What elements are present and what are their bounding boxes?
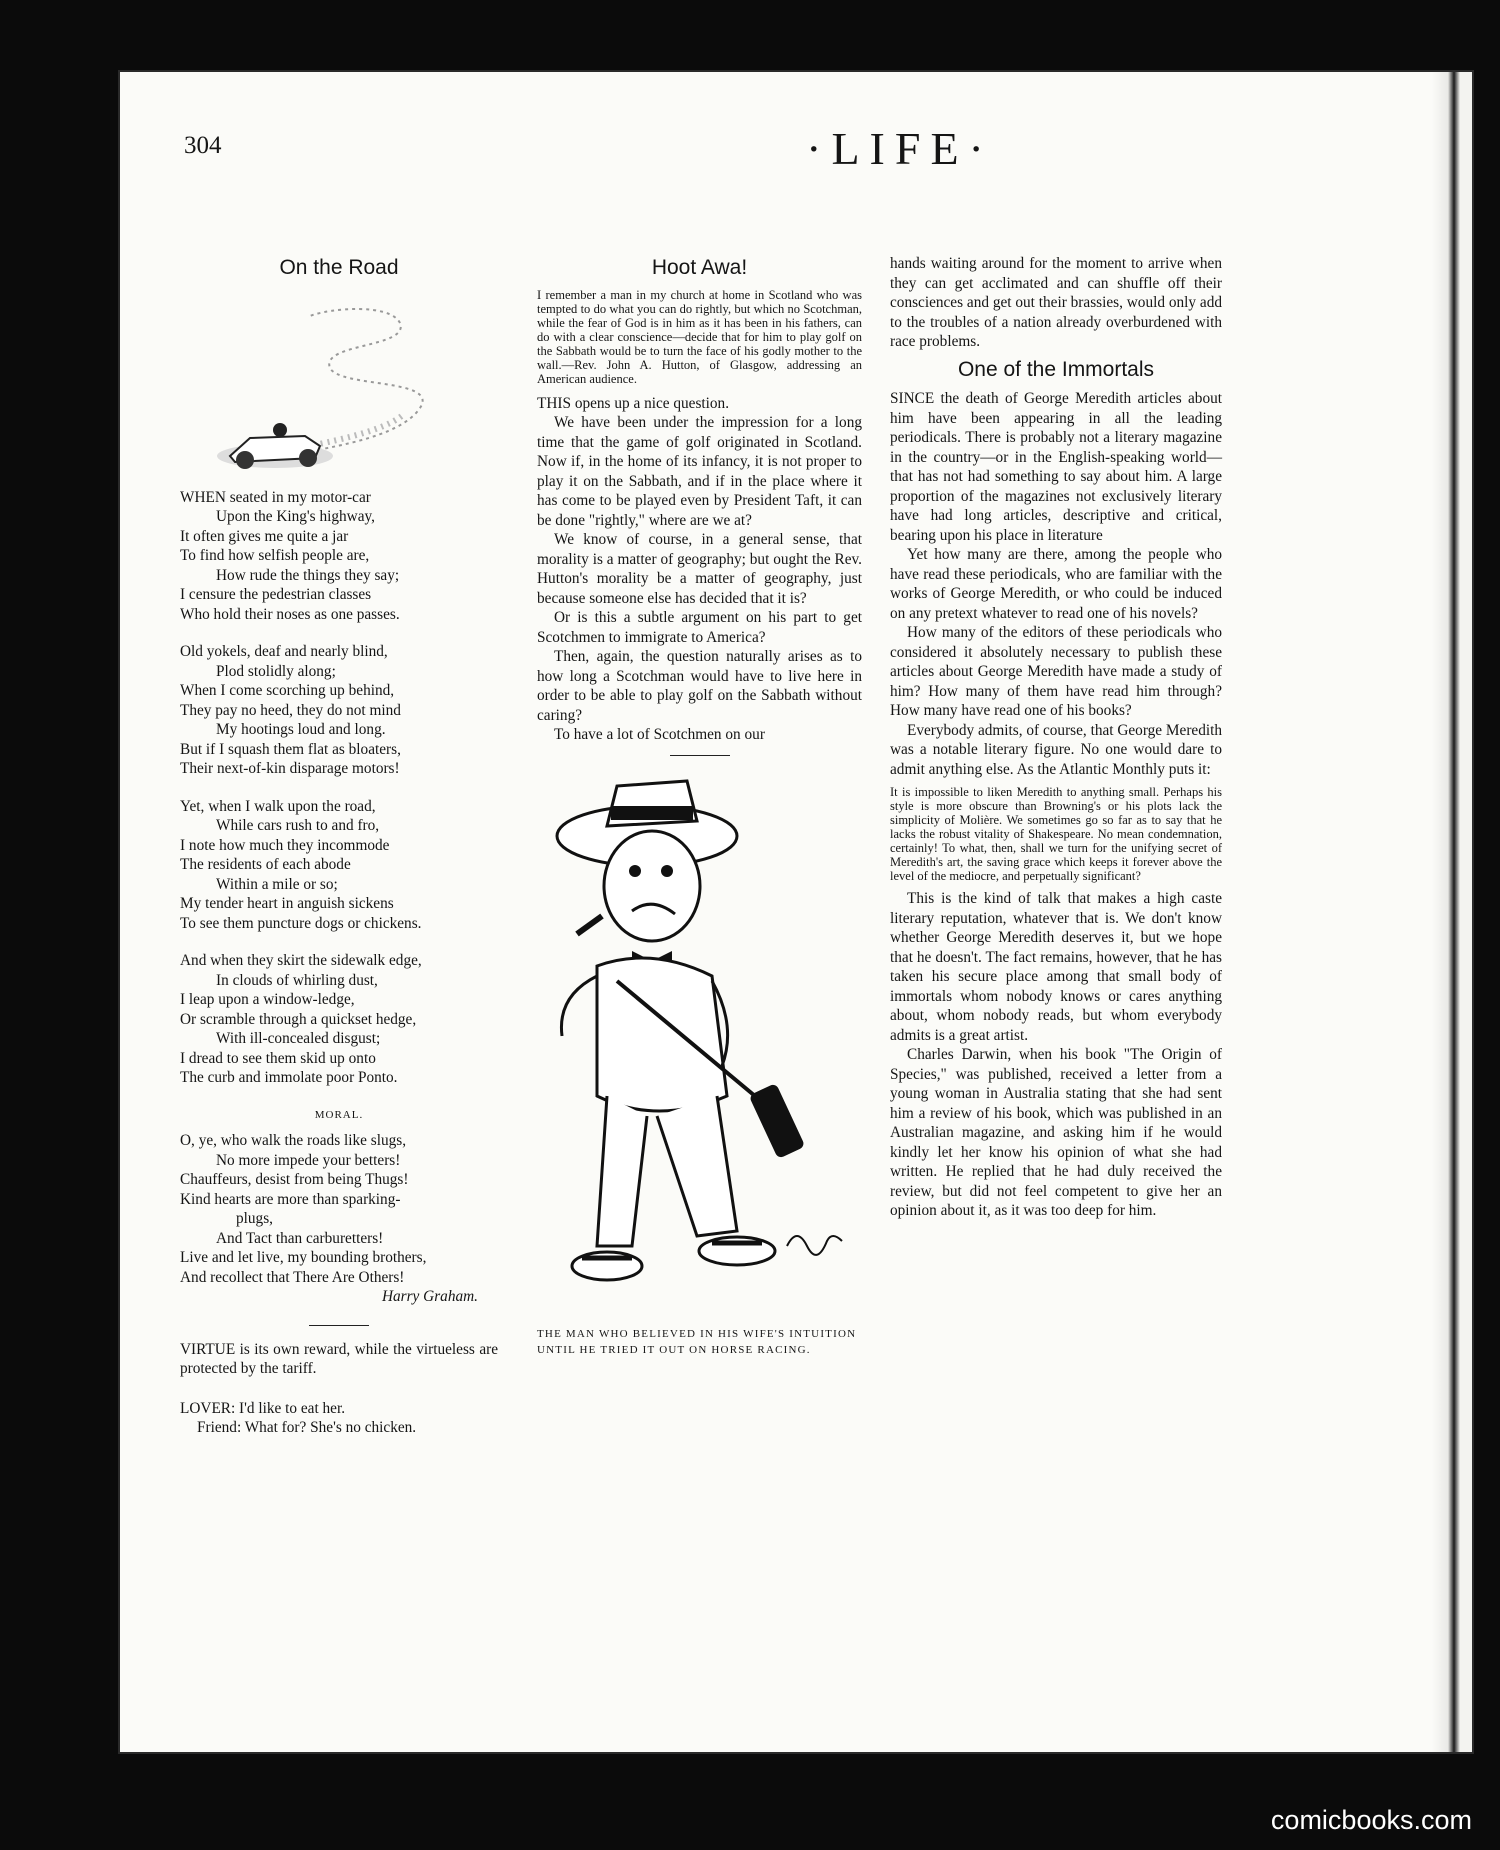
- poem-line: O, ye, who walk the roads like slugs,: [180, 1132, 407, 1149]
- poem-line: They pay no heed, they do not mind: [180, 701, 401, 719]
- virtue-quip: VIRTUE is its own reward, while the virtueless are protected by the tariff.: [180, 1340, 498, 1377]
- atlantic-monthly-quote: It is impossible to liken Meredith to anything small. Perhaps his style is more obscure than Browning's or his plots lack the simplicity of Molière. We sometimes go so far as to say that he lacks the robust vitality of Shakespeare. No mean condemnation, certainly! To what, then, shall we turn for the unifying secret of Meredith's art, the saving grace which keeps it forever above the level of the mediocre, and perpetually significant?: [890, 785, 1222, 883]
- poem-line: And Tact than carburetters!: [216, 1229, 384, 1247]
- body-paragraph: THIS opens up a nice question.: [537, 394, 730, 412]
- poem-line: plugs,: [236, 1210, 273, 1227]
- article-title-one-of-the-immortals: One of the Immortals: [957, 357, 1155, 381]
- poem-line: I note how much they incommode: [180, 836, 390, 854]
- body-paragraph: This is the kind of talk that makes a high caste literary reputation, whatever that is. We don't know whether George Meredith deserves it, but we hope that he doesn't. The fact remains, however, that he has taken his secure place among that small body of immortals whom nobody knows or cares anything about, whom nobody reads, but whom everybody admits is a great artist.: [890, 890, 1222, 1044]
- poem-line: When I come scorching up behind,: [180, 682, 395, 699]
- body-paragraph: To have a lot of Scotchmen on our: [554, 726, 765, 743]
- poem-stanza: [180, 642, 498, 779]
- motor-car-illustration: [180, 288, 498, 488]
- poem-stanza: [180, 797, 498, 934]
- poem-line: My hootings loud and long.: [216, 721, 386, 738]
- body-paragraph: SINCE the death of George Meredith articles about him have been appearing in all the leading periodicals. There is probably not a literary magazine in the country—or in the English-speaking world—that has not had something to say about him. A large proportion of the magazines not exclusively literary have had long articles, descriptive and critical, bearing upon his place in literature: [890, 390, 1222, 544]
- poem-line: No more impede your betters!: [216, 1151, 401, 1169]
- poem-line: To find how selfish people are,: [180, 547, 370, 564]
- body-paragraph: Everybody admits, of course, that George Meredith was a notable literary figure. No one would dare to admit anything else. As the Atlantic Monthly puts it:: [890, 721, 1222, 778]
- poem-stanza: [180, 488, 498, 625]
- lover-quip-line1: LOVER: I'd like to eat her.: [180, 1399, 346, 1417]
- page-number: 304: [184, 132, 222, 159]
- column-one-of-the-immortals: [890, 254, 1222, 1221]
- divider-rule: [670, 755, 730, 756]
- poem-line: Who hold their noses as one passes.: [180, 605, 400, 623]
- source-watermark: comicbooks.com: [1270, 1805, 1472, 1835]
- poem-line: I dread to see them skid up onto: [180, 1049, 376, 1067]
- poem-line: And recollect that There Are Others!: [180, 1268, 405, 1286]
- body-paragraph: How many of the editors of these periodicals who considered it absolutely necessary to publish these articles about George Meredith have made a study of him? How many of them have read him through? How many have read one of his books?: [890, 624, 1222, 719]
- poem-line: Or scramble through a quickset hedge,: [180, 1010, 417, 1028]
- moral-heading: MORAL.: [314, 1108, 364, 1121]
- body-paragraph: Charles Darwin, when his book "The Origin of Species," was published, received a letter from a young woman in Australia stating that she had sent him a review of his book, which was published in an Australian magazine, and asking him if he would kindly let her know his opinion of what she had written. He replied that he had duly received the review, but did not feel competent to give her an opinion about it, as it was too deep for him.: [890, 1046, 1222, 1219]
- scotchman-cartoon-illustration: [537, 766, 862, 1326]
- article-title-hoot-awa: Hoot Awa!: [651, 256, 748, 279]
- poem-line: How rude the things they say;: [216, 566, 400, 584]
- body-paragraph: Yet how many are there, among the people who have read these periodicals, who are familiar with the works of George Meredith, or who could be induced on any pretext whatever to read one of his novels?: [890, 546, 1222, 622]
- page-gutter: [1432, 72, 1472, 1752]
- poem-line: I leap upon a window-ledge,: [180, 991, 355, 1008]
- poem-author: Harry Graham.: [381, 1288, 478, 1305]
- masthead: ·LIFE·: [806, 123, 994, 174]
- lover-quip-line2: Friend: What for? She's no chicken.: [197, 1419, 417, 1436]
- poem-line: Their next-of-kin disparage motors!: [180, 760, 400, 777]
- poem-line: In clouds of whirling dust,: [216, 971, 378, 989]
- body-paragraph: We have been under the impression for a long time that the game of golf originated in Scotland. Now if, in the home of its infancy, it is not proper to play it on the Sabbath, and if in the place where it has come to be played even by President Taft, it can be done "rightly," where are we at?: [537, 414, 862, 529]
- cartoon-caption: THE MAN WHO BELIEVED IN HIS WIFE'S INTUITION UNTIL HE TRIED IT OUT ON HORSE RACING.: [537, 1327, 857, 1356]
- poem-line: Old yokels, deaf and nearly blind,: [180, 643, 388, 660]
- body-paragraph: We know of course, in a general sense, that morality is a matter of geography; but ought the Rev. Hutton's morality be a matter of geography, just because someone else has decided that it is?: [537, 531, 862, 607]
- poem-line: Upon the King's highway,: [216, 508, 375, 525]
- body-paragraph: Then, again, the question naturally arises as to how long a Scotchman would have to live here in order to be able to play golf on the Sabbath without caring?: [537, 648, 862, 724]
- poem-line: With ill-concealed disgust;: [216, 1030, 381, 1047]
- poem-line: To see them puncture dogs or chickens.: [180, 914, 422, 932]
- column-hoot-awa: [537, 254, 862, 1358]
- poem-line: Chauffeurs, desist from being Thugs!: [180, 1171, 409, 1188]
- continuation-paragraph: hands waiting around for the moment to arrive when they can get acclimated and can shuffle off their consciences and get out their brassies, would only add to the troubles of a nation already overburdened with race problems.: [890, 255, 1222, 350]
- poem-line: And when they skirt the sidewalk edge,: [180, 952, 422, 969]
- poem-line: Within a mile or so;: [216, 875, 338, 893]
- poem-line: My tender heart in anguish sickens: [180, 895, 394, 912]
- poem-line: Yet, when I walk upon the road,: [180, 797, 376, 815]
- body-paragraph: Or is this a subtle argument on his part to get Scotchmen to immigrate to America?: [537, 609, 862, 646]
- article-title-on-the-road: On the Road: [279, 256, 399, 279]
- column-on-the-road: [180, 254, 498, 1438]
- poem-line: The curb and immolate poor Ponto.: [180, 1069, 398, 1086]
- poem-line: WHEN seated in my motor-car: [180, 488, 371, 506]
- poem-line: While cars rush to and fro,: [216, 817, 380, 834]
- poem-line: It often gives me quite a jar: [180, 527, 349, 545]
- divider-rule: [309, 1325, 369, 1326]
- poem-moral: [180, 1131, 498, 1307]
- poem-line: Live and let live, my bounding brothers,: [180, 1249, 427, 1266]
- poem-line: I censure the pedestrian classes: [180, 586, 372, 603]
- poem-line: Plod stolidly along;: [216, 662, 336, 680]
- poem-line: Kind hearts are more than sparking-: [180, 1190, 401, 1208]
- poem-line: The residents of each abode: [180, 856, 351, 873]
- hutton-quote: I remember a man in my church at home in Scotland who was tempted to do what you can do rightly, but which no Scotchman, while the fear of God is in him as it has been in his fathers, can do with a clear conscience—decide that for him to play golf on the Sabbath would be to turn the face of his godly mother to the wall.—Rev. John A. Hutton, of Glasgow, addressing an American audience.: [537, 287, 862, 386]
- poem-stanza: [180, 951, 498, 1088]
- poem-on-the-road: [180, 488, 498, 1307]
- poem-line: But if I squash them flat as bloaters,: [180, 740, 401, 758]
